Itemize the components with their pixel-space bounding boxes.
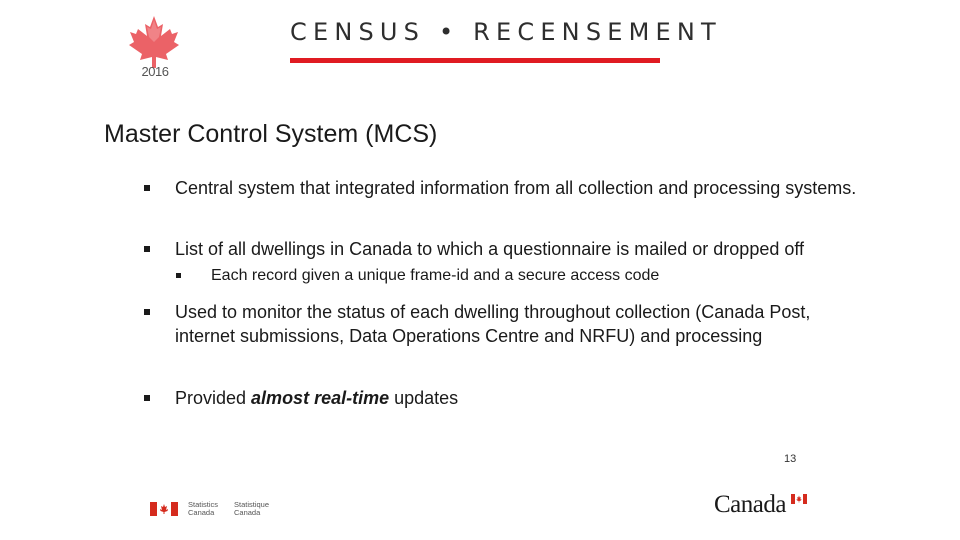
canada-wordmark-flag-icon bbox=[791, 494, 807, 504]
slide-title: Master Control System (MCS) bbox=[104, 120, 438, 148]
emphasis-text: almost real-time bbox=[251, 388, 390, 408]
canada-wordmark: Canada bbox=[714, 491, 786, 518]
statistics-canada-en: Statistics Canada bbox=[188, 500, 219, 517]
canada-flag-icon bbox=[150, 502, 178, 516]
census-wordmark: CENSUS • RECENSEMENT bbox=[290, 18, 722, 46]
square-bullet-icon bbox=[144, 395, 150, 401]
header-red-rule bbox=[290, 58, 660, 63]
census-logo-year: 2016 bbox=[141, 64, 169, 79]
page-number: 13 bbox=[784, 453, 797, 465]
bullet-text: List of all dwellings in Canada to which a questionnaire is mailed or dropped off bbox=[175, 239, 805, 259]
square-bullet-icon bbox=[144, 246, 150, 252]
square-bullet-icon bbox=[144, 309, 150, 315]
statistique-canada-fr: Statistique Canada bbox=[234, 500, 270, 517]
sub-bullet-text: Each record given a unique frame-id and a secure access code bbox=[211, 267, 660, 284]
maple-leaf-icon bbox=[124, 14, 184, 68]
square-bullet-icon bbox=[176, 273, 181, 278]
bullet-text: Provided almost real-time updates bbox=[175, 388, 459, 408]
bullet-text: Central system that integrated information from all collection and processing systems. bbox=[175, 178, 857, 198]
square-bullet-icon bbox=[144, 185, 150, 191]
bullet-text: Used to monitor the status of each dwelling throughout collection (Canada Post, internet submissions, Data Operations Centre and NRFU) and processing bbox=[175, 302, 811, 346]
